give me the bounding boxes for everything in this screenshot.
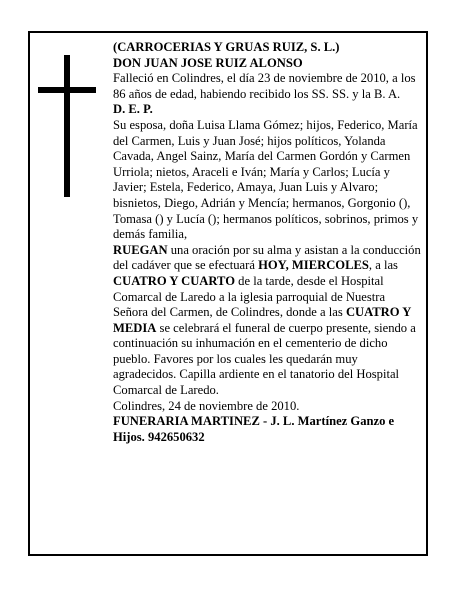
ceremony-time-1: CUATRO Y CUARTO — [113, 273, 236, 288]
deceased-name: DON JUAN JOSE RUIZ ALONSO — [113, 55, 303, 70]
request-text-2: , a las — [368, 258, 398, 273]
ruegan-label: RUEGAN — [113, 242, 168, 257]
request-text-1: una oración por su alma y asistan a la conducción del cadáver que se efectuará — [113, 242, 421, 273]
family-list: Su esposa, doña Luisa Llama Gómez; hijos, Federico, María del Carmen, Luis y Juan José; hijos políticos, Yolanda Cavada, Angel Sainz, María del Carmen Gordón y Carmen Urriola; nietos, Araceli e Iván; María y Carlos; Lucía y Javier; Estela, Federico, Amaya, Juan Luis y Alvaro; bisnietos, Diego, Adrián y Mencía; hermanos, Gorgonio (), Tomasa () y Lucía (); hermanos políticos, sobrinos, primos y demás familia, — [113, 117, 419, 242]
ceremony-time-2: CUATRO Y MEDIA — [113, 305, 411, 335]
date-line: Colindres, 24 de noviembre de 2010. — [113, 398, 300, 413]
death-notice: Falleció en Colindres, el día 23 de noviembre de 2010, a los 86 años de edad, habiendo recibido los SS. SS. y la B. A. — [113, 71, 416, 101]
ceremony-request — [113, 243, 423, 399]
dep-label: D. E. P. — [113, 102, 153, 117]
request-text-4: se celebrará el funeral de cuerpo presente, siendo a continuación su inhumación en el cementerio de dicho pueblo. Favores por los cuales les quedarán muy agradecidos. Capilla ardiente en el tanatorio del Hospital Comarcal de Laredo. — [113, 320, 416, 398]
cross-icon-bar — [38, 87, 96, 93]
request-text-3: de la tarde, desde el Hospital Comarcal de Laredo a la iglesia parroquial de Nuestra Señora del Carmen, de Colindres, donde a las — [113, 273, 386, 320]
funeral-home: FUNERARIA MARTINEZ - J. L. Martínez Ganzo e Hijos. 942650632 — [113, 414, 395, 444]
company-header: (CARROCERIAS Y GRUAS RUIZ, S. L.) — [113, 40, 340, 54]
obituary-text — [113, 40, 423, 445]
ceremony-day: HOY, MIERCOLES — [258, 258, 369, 273]
cross-icon — [64, 55, 70, 197]
